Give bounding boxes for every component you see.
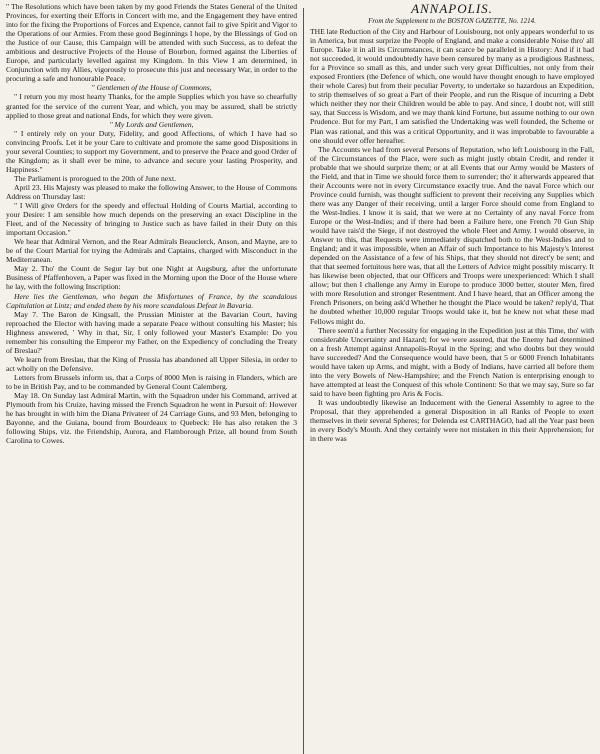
left-paragraph-2: " Gentlemen of the House of Commons, — [91, 83, 212, 93]
left-paragraph-3: " I return you my most hearty Thanks, for the ample Supplies which you have so chearfully granted for the service of the current Year, and which, you may be assured, shall be strictly applied to those great and national Ends, for which they were given. — [6, 92, 297, 120]
left-paragraph-6: The Parliament is prorogued to the 20th of June next. — [14, 173, 176, 183]
left-paragraph-9: We hear that Admiral Vernon, and the Rear Admirals Beauclerck, Anson, and Mayne, are to be of the Court Martial for trying the Admirals and Captains, charged with Misconduct in the Mediterranean. — [6, 237, 297, 265]
left-column — [6, 2, 303, 754]
right-column — [304, 2, 594, 754]
left-paragraph-15: May 18. On Sunday last Admiral Martin, with the Squadron under his Command, arrived at Plymouth from his Cruize, having missed the French Squadron he went in Pursuit of: However he has brought in with him the Diana Privateer of 24 Carriage Guns, and 93 Men, belonging to Bayonne, and the Guiana, bound from Bourdeaux to Quebeck: He has also retaken the 3 following Ships, viz. the Friendship, Aurora, and Flamborough Prize, all bound from South Carolina to Cowes. — [6, 391, 297, 446]
source-subhead: From the Supplement to the BOSTON GAZETTE, No. 1214. — [368, 17, 536, 25]
left-paragraph-5: " I entirely rely on your Duty, Fidelity, and good Affections, of which I have had so convincing Proofs. Let it be your Care to cultivate and promote the same good Dispositions in your several Counties; to support my Government, and to preserve the Peace and good Order of the Kingdom; as it shall ever be mine, to advance and secure your lasting Prosperity, and Happiness." — [6, 128, 298, 174]
left-paragraph-11: Here lies the Gentleman, who began the Misfortunes of France, by the scandalous Capitulation at Lintz; and ended them by his more scandalous Defeat in Bavaria. — [6, 291, 297, 310]
left-paragraph-7: April 23. His Majesty was pleased to make the following Answer, to the House of Commons Address on Thursday last: — [6, 182, 297, 201]
left-paragraph-8: " I Will give Orders for the speedy and effectual Holding of Courts Martial, according to your Desire: I am sensible how much depends on the preserving an exact Discipline in the Fleet, and of the Necessity of bringing to Justice such as have failed in their Duty on this important Occasion." — [6, 201, 297, 238]
right-paragraph-2: The Accounts we had from several Persons of Reputation, who left Louisbourg in the Fall, of the Circumstances of the Place, were such as might justly obtain Credit, and render it probable that we should surprize them; or at all Events that our Army would be Masters of the Field, and that in Time we should force them to surrender; tho' it afterwards appeared that their Accounts were not in every Circumstance exactly true. And the naval Force which our Province could furnish, was thought sufficient to prevent their receiving any Supplies which there was any Danger of their receiving, until a larger Force should come from England to the West-Indies. I know it is said, that we were at no Certainty of any naval Force from Europe or the West-Indies; and if there had been a Failure here, one French 70 Gun Ship would have rais'd the Siege, if not destroyed the whole Fleet and Army. I would observe, in Answer to this, that Requests were immediately dispatched both to the West-Indies and to England; and it was impossible, when an Affair of such Importance to his Majesty's Interest depended on the Assistance of a few of his Ships, that they should not direct'y be sent; and that that seemed fortuitous here was, that all the Letters of Advice might possibly miscarry. It has likewise been objected, that our Officers and Troops were unexperienced: Which I shall allow; but then I challenge any Army in Europe to produce 3000 better, stouter Men, fired with more Resolution and stronger Resentment. And I have heard, that an Officer among the French Prisoners, on being ask'd Whether he thought the Place would be taken? reply'd, That he doubted whether 10,000 regular Troops would take it, but he knew not what these mad Fellows might do. — [310, 144, 594, 326]
left-paragraph-10: May 2. Tho' the Count de Segur lay but one Night at Augsburg, after the unfortunate Business of Pfaffenhoven, a Paper was fixed in the Morning upon the Door of the House where he lay, with the following Inscription: — [6, 264, 297, 292]
masthead-annapolis: ANNAPOLIS. — [411, 2, 493, 16]
left-paragraph-4: " My Lords and Gentlemen, — [109, 119, 194, 129]
left-paragraph-12: May 7. The Baron de Kingsall, the Prussian Minister at the Bavarian Court, having reproached the Elector with having made a separate Peace without consulting his Master; his Highness answered, ' Why in that, Sir, I only followed your Master's Example: Do you remember his consulting the Emperor my Father, on the Expediency of concluding the Treaty of Breslau?' — [6, 309, 297, 355]
left-paragraph-14: Letters from Brussels inform us, that a Corps of 8000 Men is raising in Flanders, which are to be in British Pay, and to be commanded by General Count Calemberg. — [6, 372, 297, 391]
right-paragraph-4: It was undoubtedly likewise an Inducement with the General Assembly to agree to the Proposal, that they apprehended a general Disposition in all Ranks of People to exert themselves in their several Spheres; for Delenda est CARTHAGO, had all the Year past been in every Body's Mouth. And they certainly were not mistaken in this their Apprehension; for in there was — [310, 397, 594, 444]
right-paragraph-3: There seem'd a further Necessity for engaging in the Expedition just at this Time, tho' with considerable Uncertainty and Hazard; for we were assured, that the Enemy had determined on a fresh Attempt against Annapolis-Royal in the Spring; and who doubts but they would have succeeded? And the Consequence would have been, that 5 or 6000 French Inhabitants would have taken up Arms, and might, with a Body of Indians, have carried all before them into the very Bowels of New-Hampshire; and the French Nation is enterprising enough to have attempted at least the Conquest of this whole Continent: So that we may say, Sure so far said to have been fighting pro Aris & Focis. — [310, 325, 594, 398]
left-paragraph-13: We learn from Breslau, that the King of Prussia has abandoned all Upper Silesia, in order to act wholly on the Defensive. — [6, 354, 297, 373]
right-paragraph-1: THE late Reduction of the City and Harbour of Louisbourg, not only appears wonderful to us in America, but must surprize the People of England, and make a considerable Noise thro' all Europe. Take it in all its Circumstances, it can scarce be paralleled in History: And if it had not succeeded, it would undoubtedly have been censured by many as a prodigious Rashness, for a Province so small as this, and under such very great Difficulties, not only from their exposed Frontiers (the Defence of which, one would have thought enough to have employed their whole Cares) but from their peculiar Poverty, to undertake so hazardous an Expedition, to strip themselves of so great a Part of their People, and run the Risque of incurring a Debt which neither they nor their Children would be able to pay. And since, I doubt not, will still say, that Success is Wisdom, and we may thank kind Fortune, but assume nothing to our own Prudence. But for my Part, I am satisfied the Undertaking was well founded, the Scheme or Plan was rational, and this was a critical Opportunity, and it was improbable to favourable a one should ever offer hereafter. — [310, 27, 594, 145]
left-paragraph-1: " The Resolutions which have been taken by my good Friends the States General of the United Provinces, for exerting their Efforts in Concert with me, and the Engagement they have entred into for the fixing the Proportions of Forces and Expence, cannot fail to give Spirit and Vigor to the Operations of our Armies. From these good Beginnings I hope, by the Blessings of God on the Justice of our Cause, this Campaign will be attended with such Success, as to defeat the ambitious and destructive Projects of the House of Bourbon, formed against the Liberties of Europe, and particularly levelled against my Kingdom. In this View I am determined, in Conjunction with my Allies, vigorously to prosecute this just and necessary War, in order to the procuring a safe and honourable Peace. — [6, 2, 297, 84]
